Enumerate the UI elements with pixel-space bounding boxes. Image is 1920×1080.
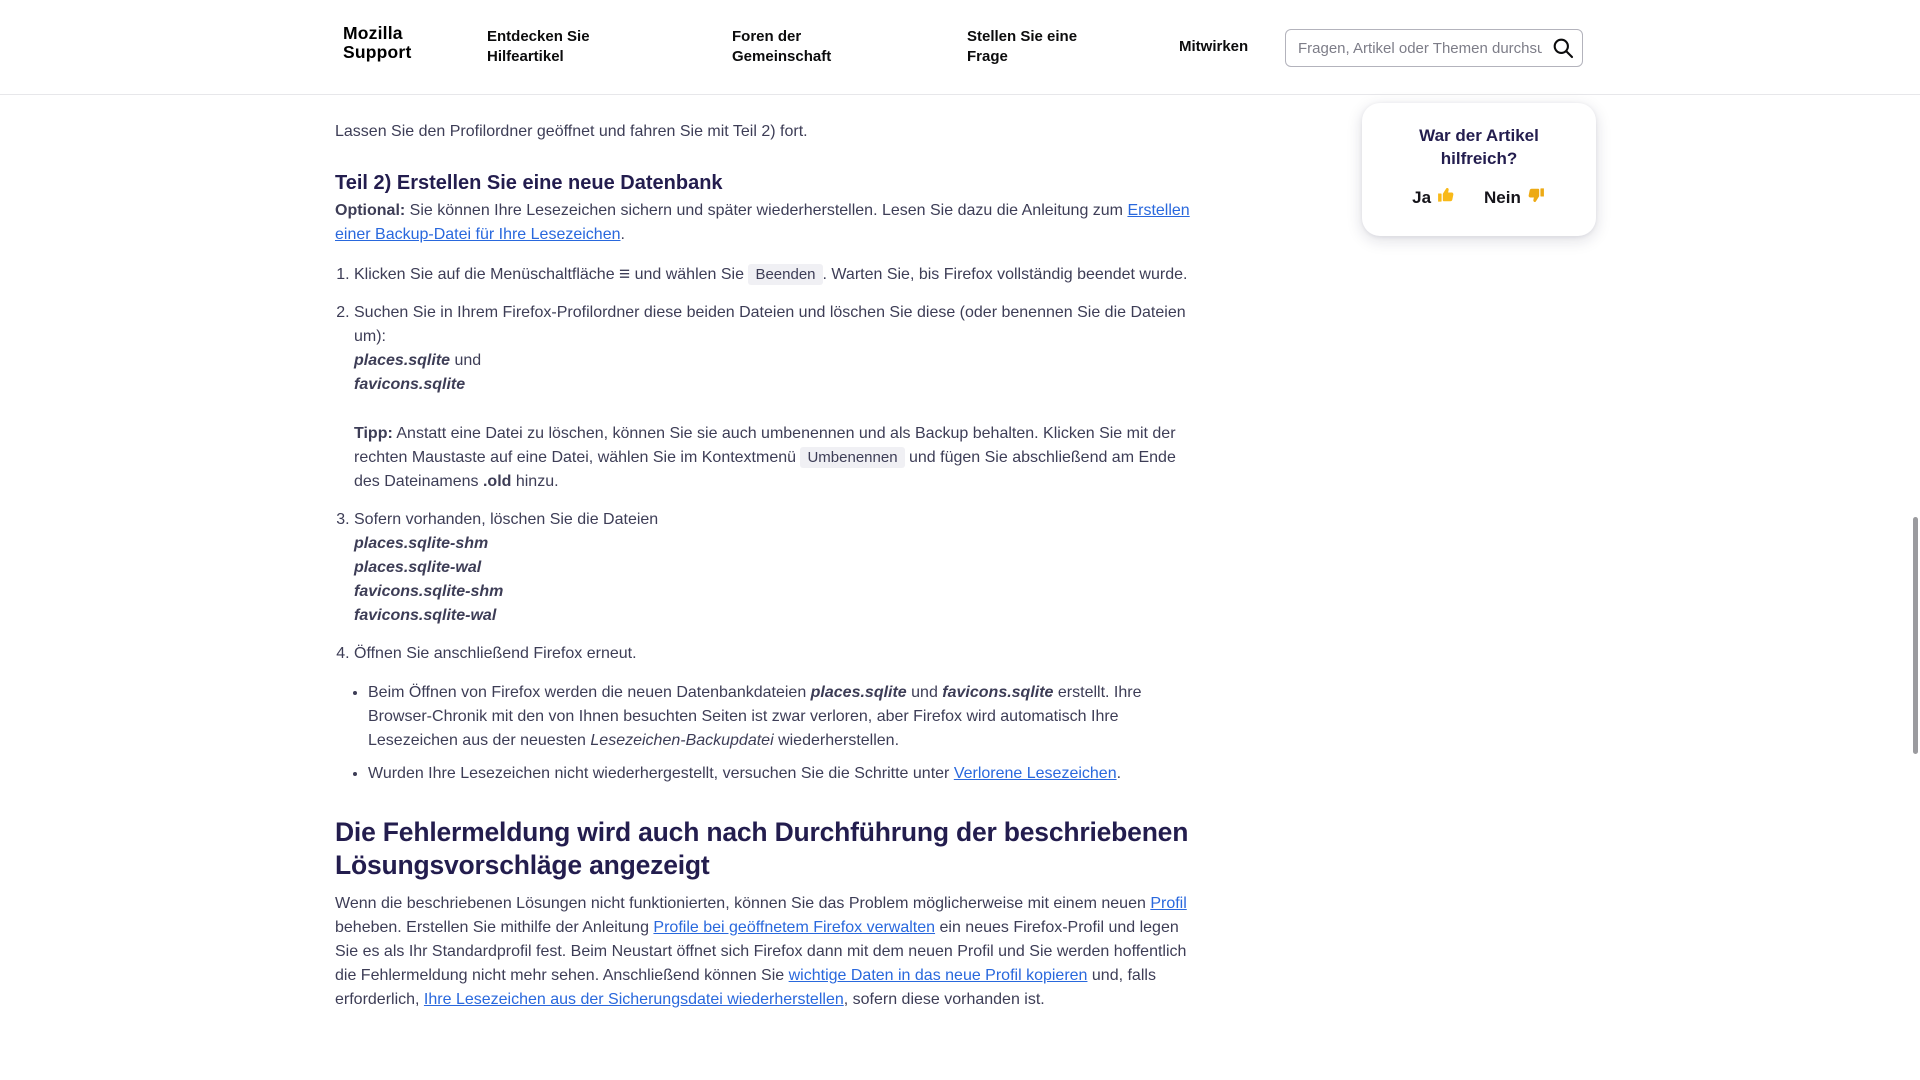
result-bullets [335, 680, 1190, 786]
filename-favicons-sqlite-shm: favicons.sqlite-shm [354, 583, 504, 600]
step-3: 3. Sofern vorhanden, löschen Sie die Dateien places.sqlite-shm places.sqlite-wal favicons.sqlite-shm favicons.sqlite-wal [354, 508, 1190, 628]
article-content [335, 120, 1190, 1012]
filename-favicons-sqlite: favicons.sqlite [354, 376, 466, 393]
link-backup-datei-lesezeichen[interactable]: Erstellen einer Backup-Datei für Ihre Lesezeichen [335, 202, 1190, 243]
link-profil[interactable]: Profil [1150, 895, 1187, 912]
nav-item-frage-stellen[interactable]: Stellen Sie eine Frage [967, 28, 1078, 65]
search-icon[interactable] [1551, 36, 1575, 60]
thumb-up-icon [1436, 185, 1456, 210]
filename-places-sqlite-wal: places.sqlite-wal [354, 559, 482, 576]
final-paragraph: Wenn die beschriebenen Lösungen nicht funktionierten, können Sie das Problem möglicherweise mit einem neuen Profil beheben. Erstellen Sie mithilfe der Anleitung Profile bei geöffnetem Firefox verwalten ein neues Firefox-Profil und legen Sie es als Ihr Standardprofil fest. Beim Neustart öffnet sich Firefox dann mit dem neuen Profil und Sie werden hoffentlich die Fehlermeldung nicht mehr sehen. Anschließend können Sie wichtige Daten in das neue Profil kopieren und, falls erforderlich, Ihre Lesezeichen aus der Sicherungsdatei wiederherstellen, sofern diese vorhanden ist. [335, 895, 1187, 1008]
helpful-yes-button[interactable] [1412, 185, 1456, 210]
optional-label: Optional: [335, 202, 406, 219]
intro-paragraph: Lassen Sie den Profilordner geöffnet und fahren Sie mit Teil 2) fort. [335, 123, 808, 140]
umbenennen-key-label: Umbenennen [800, 447, 904, 468]
helpful-yes-label: Ja [1412, 187, 1432, 207]
search-box [1285, 29, 1583, 67]
menu-icon: ≡ [619, 264, 631, 285]
helpful-no-button[interactable] [1484, 185, 1546, 210]
helpful-no-label: Nein [1484, 187, 1521, 207]
link-lesezeichen-wiederherstellen[interactable]: Ihre Lesezeichen aus der Sicherungsdatei wiederherstellen [423, 991, 844, 1008]
mozilla-support-logo[interactable] [343, 24, 411, 62]
link-profile-verwalten[interactable]: Profile bei geöffnetem Firefox verwalten [653, 919, 936, 936]
old-extension: .old [482, 473, 512, 490]
nav-item-mitwirken[interactable]: Mitwirken [1179, 38, 1249, 55]
step-4: 4. Öffnen Sie anschließend Firefox erneut. [354, 642, 1190, 666]
link-daten-kopieren[interactable]: wichtige Daten in das neue Profil kopieren [788, 967, 1088, 984]
filename-places-sqlite-2: places.sqlite [810, 684, 907, 701]
feedback-card-title: War der Artikel hilfreich? [1419, 126, 1539, 168]
tip-label: Tipp: [354, 425, 393, 442]
optional-paragraph: Optional: Sie können Ihre Lesezeichen sichern und später wiederherstellen. Lesen Sie dazu die Anleitung zum Erstellen einer Backup-Datei für Ihre Lesezeichen. [335, 202, 1190, 243]
step-1: 1. Klicken Sie auf die Menüschaltfläche ≡ und wählen Sie Beenden . Warten Sie, bis Firefox vollständig beendet wurde. [354, 263, 1190, 287]
nav-item-foren[interactable]: Foren der Gemeinschaft [732, 28, 832, 65]
filename-favicons-sqlite-2: favicons.sqlite [942, 684, 1054, 701]
filename-favicons-sqlite-wal: favicons.sqlite-wal [354, 607, 497, 624]
steps-list [335, 263, 1190, 666]
filename-places-sqlite: places.sqlite [354, 352, 451, 369]
step-2: 2. Suchen Sie in Ihrem Firefox-Profilordner diese beiden Dateien und löschen Sie diese (oder benennen Sie die Dateien um): places.sqlite und favicons.sqlite Tipp: Anstatt eine Datei zu löschen, können Sie sie auch umbenennen und als Backup behalten. Klicken Sie mit der rechten Maustaste auf eine Datei, wählen Sie im Kontextmenü Umbenennen und fügen Sie abschließend am Ende des Dateinamens .old hinzu. [354, 301, 1190, 494]
tip-block: Tipp: Anstatt eine Datei zu löschen, können Sie sie auch umbenennen und als Backup behalten. Klicken Sie mit der rechten Maustaste auf eine Datei, wählen Sie im Kontextmenü Umbenennen und fügen Sie abschließend am Ende des Dateinamens .old hinzu. [354, 425, 1176, 490]
logo-line-2: Support [343, 42, 412, 62]
backup-file-term: Lesezeichen-Backupdatei [590, 732, 774, 749]
article-feedback-card [1362, 103, 1596, 236]
nav-item-hilfeartikel[interactable]: Entdecken Sie Hilfeartikel [487, 28, 590, 65]
site-header [0, 0, 1920, 95]
logo-line-1: Mozilla [343, 23, 403, 43]
feedback-vote-row [1374, 185, 1584, 210]
bullet-lost-bookmarks: • Wurden Ihre Lesezeichen nicht wiederhergestellt, versuchen Sie die Schritte unter Verlorene Lesezeichen. [368, 761, 1190, 786]
bullet-database-recreated: • Beim Öffnen von Firefox werden die neuen Datenbankdateien places.sqlite und favicons.sqlite erstellt. Ihre Browser-Chronik mit den von Ihnen besuchten Seiten ist zwar verloren, aber Firefox wird automatisch Ihre Lesezeichen aus der neuesten Lesezeichen-Backupdatei wiederherstellen. [368, 680, 1190, 753]
header-inner [335, 0, 1585, 94]
filename-places-sqlite-shm: places.sqlite-shm [354, 535, 489, 552]
thumb-down-icon [1526, 185, 1546, 210]
search-input[interactable] [1285, 29, 1583, 67]
link-verlorene-lesezeichen[interactable]: Verlorene Lesezeichen [953, 765, 1117, 782]
section-heading-fehlermeldung: Die Fehlermeldung wird auch nach Durchführung der beschriebenen Lösungsvorschläge angezeigt [335, 817, 1189, 880]
section-heading-teil-2: Teil 2) Erstellen Sie eine neue Datenbank [335, 172, 723, 194]
beenden-key-label: Beenden [748, 264, 822, 285]
scrollbar-thumb[interactable] [1913, 517, 1918, 754]
main-content [335, 120, 1585, 1012]
